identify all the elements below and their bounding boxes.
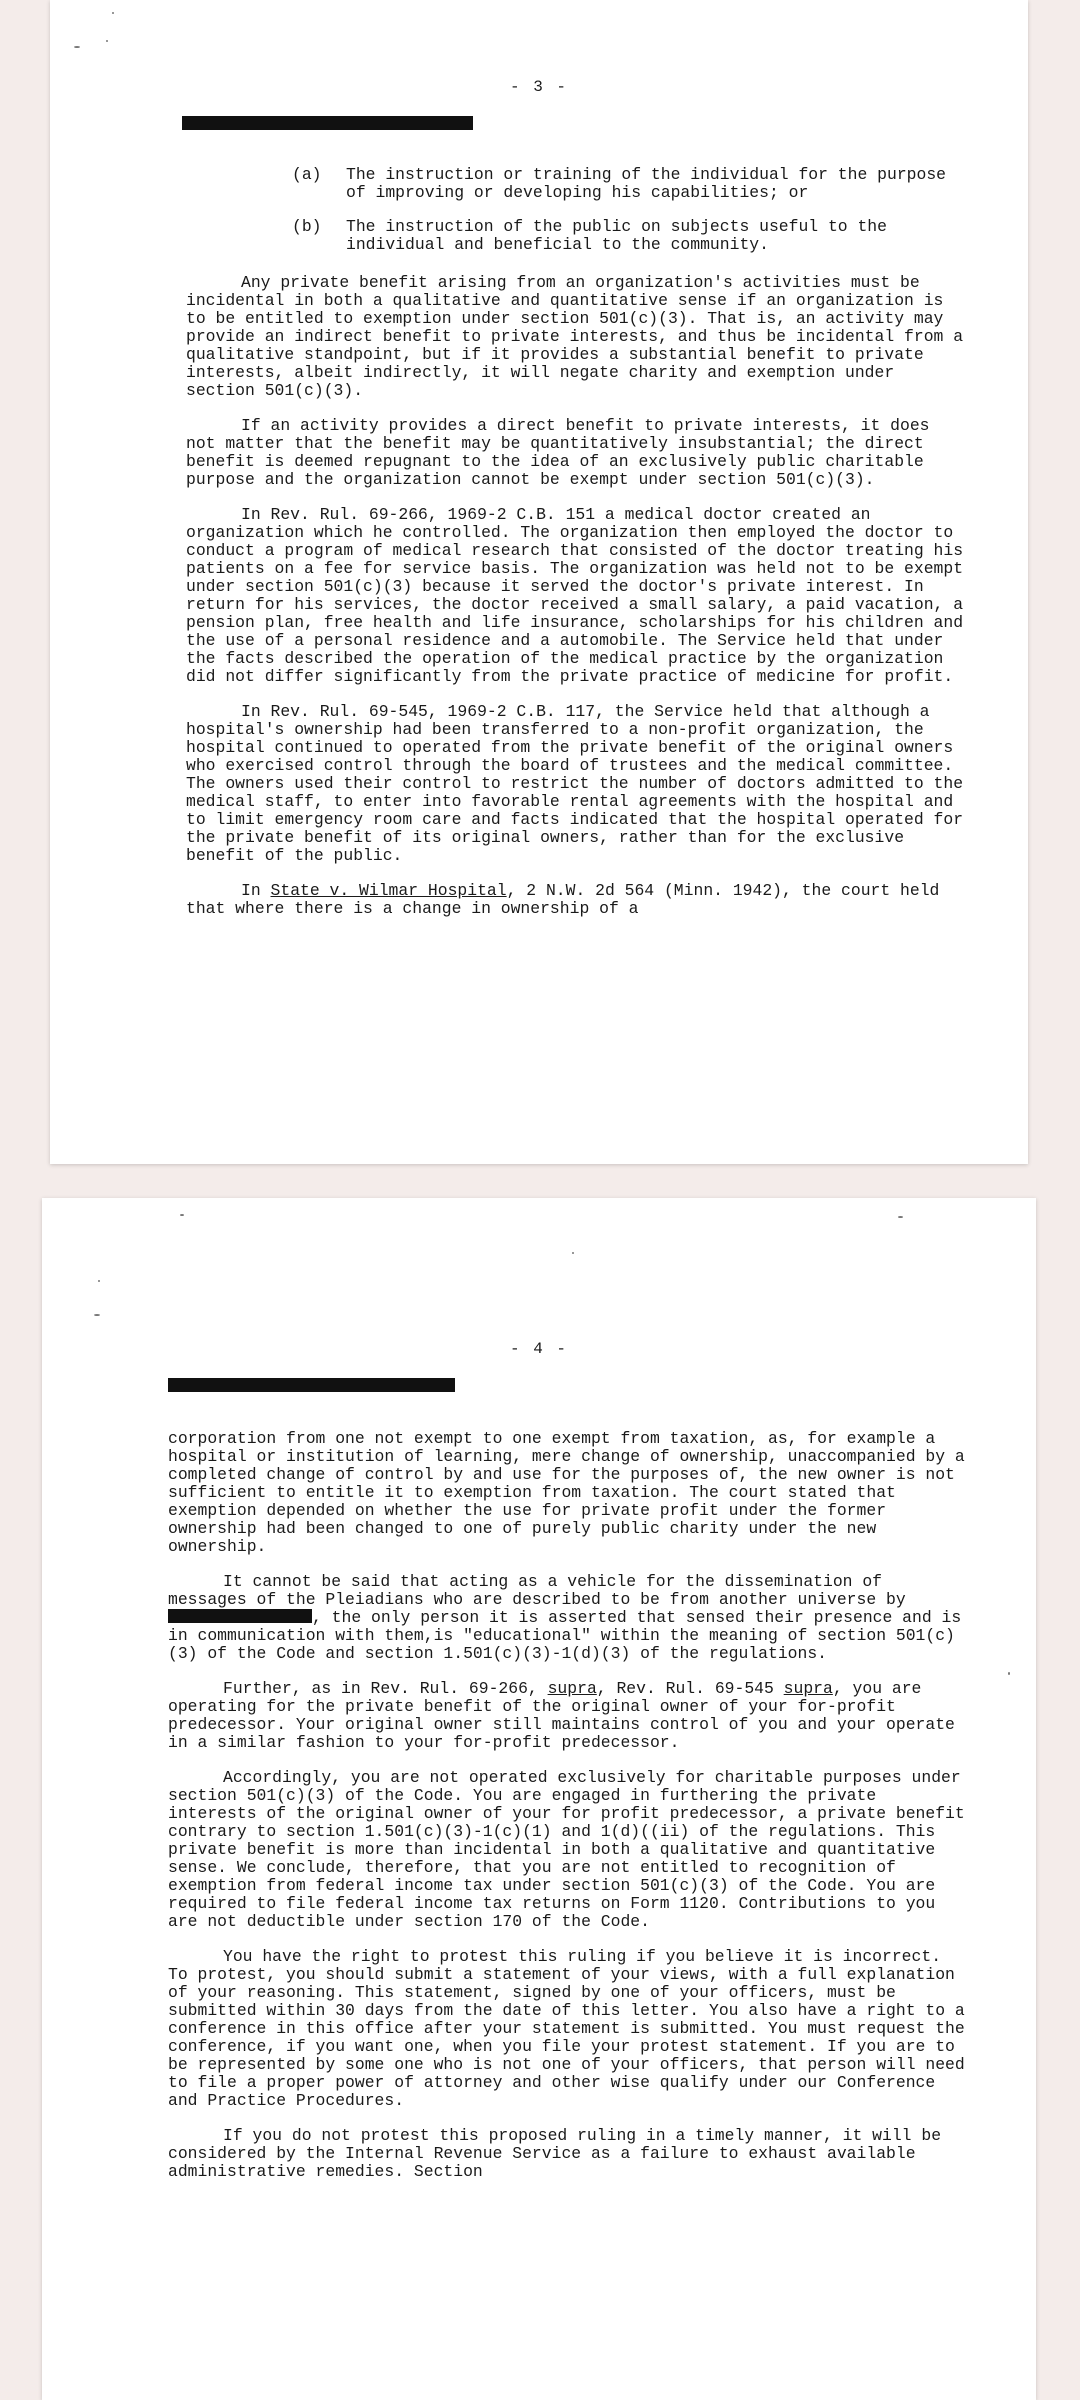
paragraph: Any private benefit arising from an organization's activities must be incidental in both a qualitative and quantitative sense if an organization is to be entitled to exemption under section 501(c)(3). That is, an activity may provide an indirect benefit to private interests, and thus be incidental from a qualitative standpoint, but if it provides a substantial benefit to private interests, albeit indirectly, it will negate charity and exemption under section 501(c)(3). [186, 273, 964, 400]
text-run: , the only person it is asserted that sensed their presence and is in communication with them,is "educational" within the meaning of section 501(c)(3) of the Code and section 1.501(c)(3)-1(d)(3) of the regulations. [168, 1608, 962, 1663]
paragraph: In Rev. Rul. 69-545, 1969-2 C.B. 117, the Service held that although a hospital's ownership had been transferred to a non-profit organization, the hospital continued to operated from the private benefit of the original owners who exercised control through the board of trustees and the medical committee. The owners used their control to restrict the number of doctors admitted to the medical staff, to enter into favorable rental agreements with the hospital and to limit emergency room care and facts indicated that the hospital operated for the private benefit of its original owners, rather than for the exclusive benefit of the public. [186, 702, 964, 865]
scan-speck [112, 12, 114, 14]
item-label: (a) [292, 165, 322, 184]
text-run: In [241, 881, 271, 900]
item-text: The instruction or training of the individual for the purpose of improving or developing his capabilities; or [346, 165, 946, 202]
paragraph: Accordingly, you are not operated exclusively for charitable purposes under section 501(c)(3) of the Code. You are engaged in furthering the private interests of the original owner of your for profit predecessor, a private benefit contrary to section 1.501(c)(3)-1(c)(1) and 1(d)((ii) of the regulations. This private benefit is more than incidental in both a qualitative and quantitative sense. We conclude, therefore, that you are not entitled to recognition of exemption from federal income tax under section 501(c)(3) of the Code. You are required to file federal income tax returns on Form 1120. Contributions to you are not deductible under section 170 of the Code. [168, 1768, 965, 1931]
paragraph [168, 1680, 968, 1752]
paragraph: If you do not protest this proposed ruling in a timely manner, it will be considered by the Internal Revenue Service as a failure to exhaust available administrative remedies. Section [168, 2126, 942, 2181]
citation-supra: supra [547, 1679, 597, 1698]
page-number: - 3 - [509, 78, 568, 96]
paragraph: In Rev. Rul. 69-266, 1969-2 C.B. 151 a medical doctor created an organization which he controlled. The organization then employed the doctor to conduct a program of medical research that consisted of the doctor treating his patients on a fee for service basis. The organization was held not to be exempt under section 501(c)(3) because it served the doctor's private interest. In return for his services, the doctor received a small salary, a paid vacation, a pension plan, free health and life insurance, scholarships for his children and the use of a personal residence and a automobile. The Service held that under the facts described the operation of the medical practice by the organization did not differ significantly from the private practice of medicine for profit. [186, 505, 964, 686]
text-run: Further, as in Rev. Rul. 69-266, [223, 1679, 548, 1698]
page-body [168, 1430, 968, 2198]
item-list [292, 166, 966, 254]
paragraph: corporation from one not exempt to one exempt from taxation, as, for example a hospital or institution of learning, mere change of ownership, unaccompanied by a completed change of control by and use for the purposes of, the new owner is not sufficient to entitle it to exemption from taxation. The court stated that exemption depended on whether the use for private profit under the former ownership had been changed to one of purely public charity under the new ownership. [168, 1429, 965, 1556]
citation-supra: supra [783, 1679, 833, 1698]
item-text: The instruction of the public on subjects useful to the individual and beneficial to the community. [346, 217, 887, 254]
item-label: (b) [292, 217, 322, 236]
list-item [292, 218, 966, 254]
text-run: , 2 N.W. 2d 564 (Minn. 1942), the court held that where there is a change in ownership of a [186, 881, 940, 918]
paragraph: If an activity provides a direct benefit to private interests, it does not matter that the benefit may be quantitatively insubstantial; the direct benefit is deemed repugnant to the idea of an exclusively public charitable purpose and the organization cannot be exempt under section 501(c)(3). [186, 416, 930, 489]
scan-speck [898, 1216, 903, 1218]
page-body [186, 166, 966, 935]
paragraph: You have the right to protest this ruling if you believe it is incorrect. To protest, you should submit a statement of your views, with a full explanation of your reasoning. This statement, signed by one of your officers, must be submitted within 30 days from the date of this letter. You also have a right to a conference in this office after your statement is submitted. You must request the conference, if you want one, when you file your protest statement. If you are to be represented by some one who is not one of your officers, that person will need to file a proper power of attorney and other wise qualify under our Conference and Practice Procedures. [168, 1947, 965, 2110]
scan-speck [572, 1252, 574, 1254]
paragraph [186, 882, 966, 918]
case-citation: State v. Wilmar Hospital [270, 881, 507, 900]
text-run: It cannot be said that acting as a vehicle for the dissemination of messages of the Pleiadians who are described to be from another universe by [168, 1572, 906, 1609]
page-number: - 4 - [509, 1340, 568, 1358]
scan-speck [180, 1214, 184, 1216]
redaction-bar [168, 1378, 455, 1392]
scan-speck [74, 46, 80, 48]
scan-speck [1008, 1672, 1010, 1675]
scan-speck [106, 40, 108, 42]
text-run: , you are operating for the private benefit of the original owner of your for-profit predecessor. Your original owner still maintains control of you and your operate in a similar fashion to your for-profit predecessor. [168, 1679, 955, 1752]
document-page-4 [42, 1198, 1036, 2400]
scan-speck [98, 1280, 100, 1282]
inline-redaction [168, 1609, 312, 1623]
redaction-bar [182, 116, 473, 130]
document-page-3 [50, 0, 1028, 1164]
list-item [292, 166, 966, 202]
text-run: , Rev. Rul. 69-545 [596, 1679, 784, 1698]
paragraph [168, 1573, 968, 1663]
scan-speck [94, 1314, 100, 1316]
